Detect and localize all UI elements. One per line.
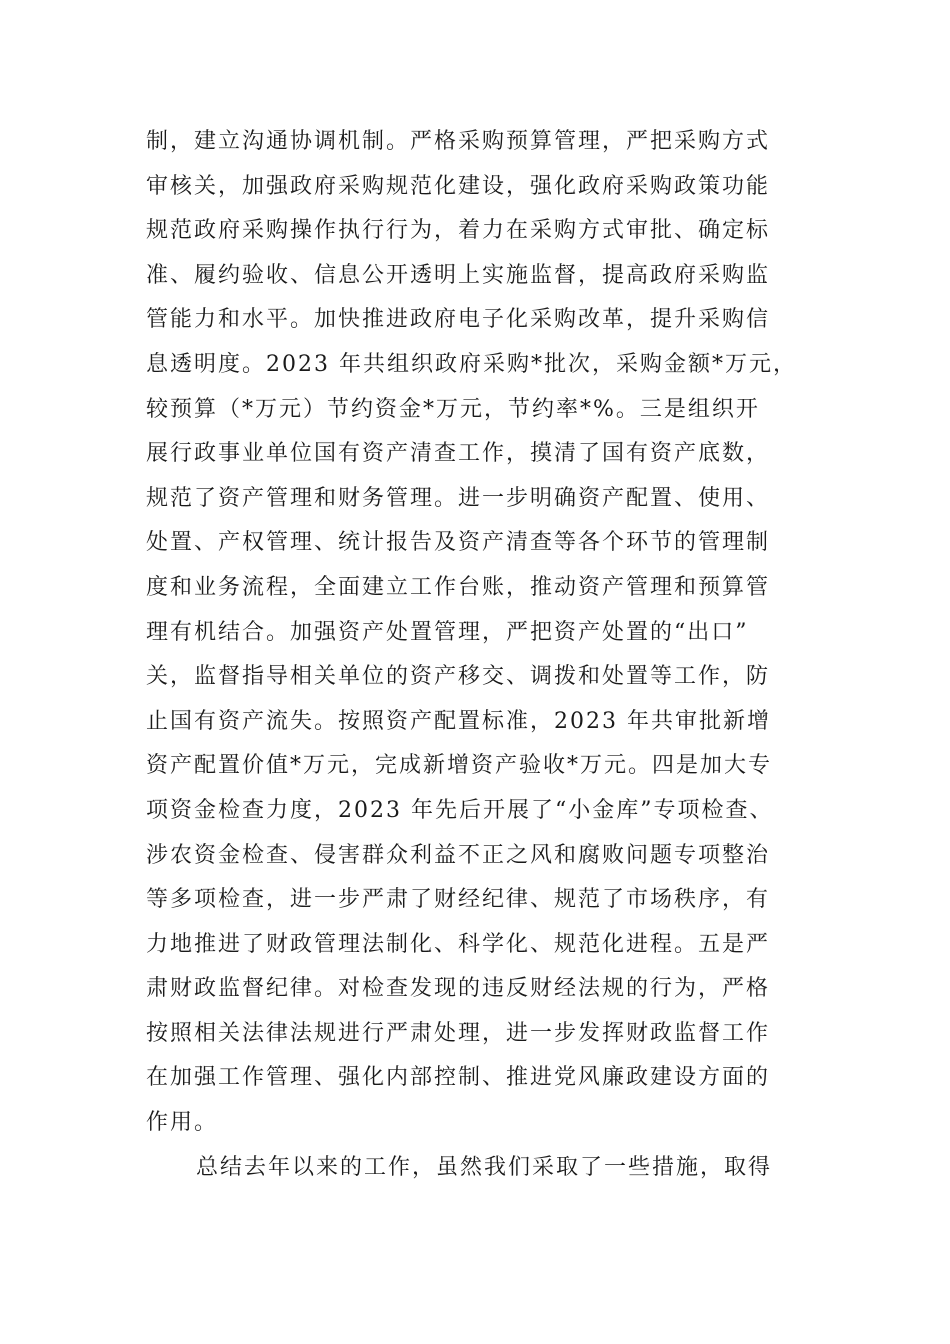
text-line: 资产配置价值*万元，完成新增资产验收*万元。四是加大专	[146, 753, 773, 779]
text-line: 力地推进了财政管理法制化、科学化、规范化进程。五是严	[146, 931, 771, 957]
text-line: 止国有资产流失。按照资产配置标准，2023 年共审批新增	[146, 708, 771, 734]
text-line: 较预算（*万元）节约资金*万元，节约率*%。三是组织开	[146, 396, 760, 422]
text-line: 规范了资产管理和财务管理。进一步明确资产配置、使用、	[146, 485, 771, 511]
text-line: 涉农资金检查、侵害群众利益不正之风和腐败问题专项整治	[146, 842, 771, 868]
text-line: 关，监督指导相关单位的资产移交、调拨和处置等工作，防	[146, 664, 771, 690]
text-line: 制，建立沟通协调机制。严格采购预算管理，严把采购方式	[146, 129, 771, 154]
text-line: 处置、产权管理、统计报告及资产清查等各个环节的管理制	[146, 530, 771, 556]
text-line: 息透明度。2023 年共组织政府采购*批次，采购金额*万元，	[146, 351, 797, 377]
text-line: 管能力和水平。加快推进政府电子化采购改革，提升采购信	[146, 307, 771, 333]
text-line: 规范政府采购操作执行行为，着力在采购方式审批、确定标	[146, 218, 771, 244]
text-line: 按照相关法律法规进行严肃处理，进一步发挥财政监督工作	[146, 1020, 771, 1046]
text-line: 在加强工作管理、强化内部控制、推进党风廉政建设方面的	[146, 1065, 771, 1091]
paragraph-start-line: 总结去年以来的工作，虽然我们采取了一些措施，取得	[196, 1154, 773, 1180]
text-line: 理有机结合。加强资产处置管理，严把资产处置的“出口”	[146, 619, 749, 645]
text-line: 准、履约验收、信息公开透明上实施监督，提高政府采购监	[146, 262, 771, 288]
text-line: 项资金检查力度，2023 年先后开展了“小金库”专项检查、	[146, 797, 774, 823]
text-line: 展行政事业单位国有资产清查工作，摸清了国有资产底数，	[146, 441, 771, 467]
text-line: 作用。	[146, 1110, 219, 1136]
text-line: 等多项检查，进一步严肃了财经纪律、规范了市场秩序，有	[146, 887, 771, 913]
text-line: 审核关，加强政府采购规范化建设，强化政府采购政策功能	[146, 173, 771, 199]
text-line: 度和业务流程，全面建立工作台账，推动资产管理和预算管	[146, 574, 771, 600]
text-line: 肃财政监督纪律。对检查发现的违反财经法规的行为，严格	[146, 976, 771, 1002]
document-body	[146, 120, 826, 1190]
